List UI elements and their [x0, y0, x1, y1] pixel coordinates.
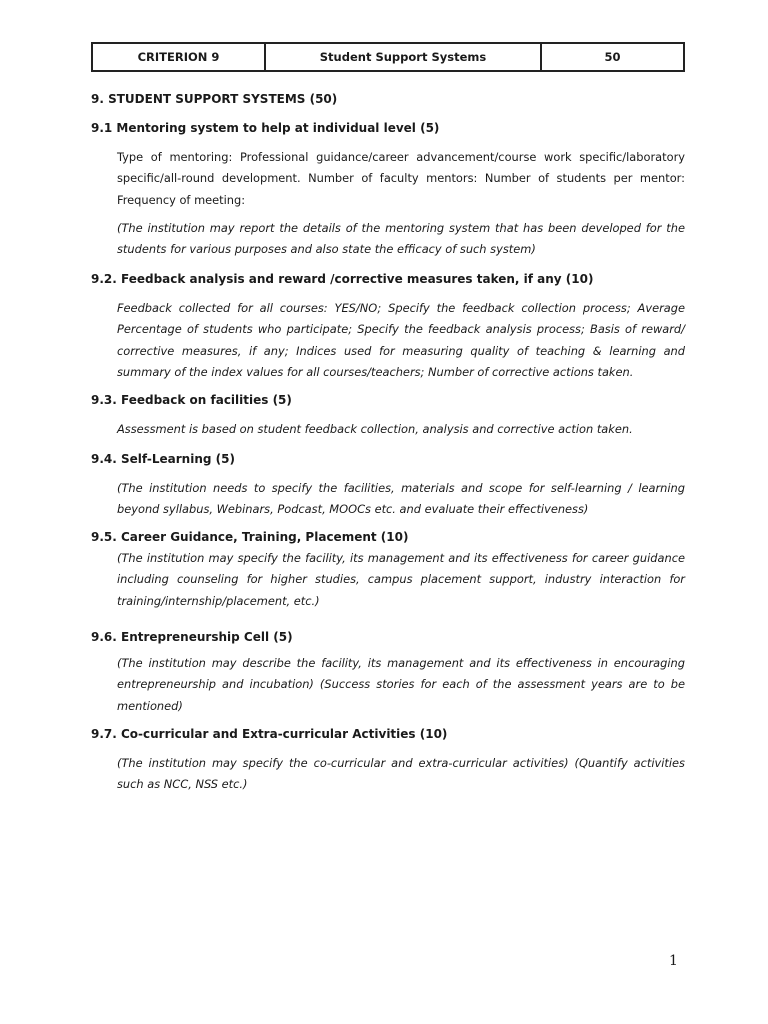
section-9-1-note: (The institution may report the details of the mentoring system that has been developed for the students for various purposes and also state the efficacy of such system)	[117, 221, 685, 257]
section-9-1-paragraph: Type of mentoring: Professional guidance/career advancement/course work specific/laboratory specific/all-round development. Number of faculty mentors: Number of students per mentor: Frequency of meeting:	[117, 150, 685, 207]
section-9-5-paragraph: (The institution may specify the facility, its management and its effectiveness for career guidance including counseling for higher studies, campus placement support, industry interaction for training/internship/placement, etc.)	[117, 551, 685, 608]
main-heading: 9. STUDENT SUPPORT SYSTEMS (50)	[91, 92, 338, 106]
section-heading-9-7: 9.7. Co-curricular and Extra-curricular Activities (10)	[91, 727, 448, 741]
page-number: 1	[669, 953, 678, 969]
section-9-3-paragraph: Assessment is based on student feedback collection, analysis and corrective action taken.	[117, 422, 633, 436]
criterion-header-table	[91, 42, 685, 72]
section-9-7-paragraph: (The institution may specify the co-curricular and extra-curricular activities) (Quantify activities such as NCC, NSS etc.)	[117, 756, 685, 792]
section-heading-9-6: 9.6. Entrepreneurship Cell (5)	[91, 630, 293, 644]
criterion-marks: 50	[604, 50, 621, 64]
section-heading-9-2: 9.2. Feedback analysis and reward /corrective measures taken, if any (10)	[91, 272, 594, 286]
section-heading-9-5: 9.5. Career Guidance, Training, Placement (10)	[91, 530, 409, 544]
section-heading-9-3: 9.3. Feedback on facilities (5)	[91, 393, 292, 407]
section-9-6-paragraph: (The institution may describe the facility, its management and its effectiveness in encouraging entrepreneurship and incubation) (Success stories for each of the assessment years are to be mentioned)	[117, 656, 685, 713]
section-heading-9-4: 9.4. Self-Learning (5)	[91, 452, 235, 466]
criterion-title: Student Support Systems	[266, 44, 542, 70]
section-heading-9-1: 9.1 Mentoring system to help at individual level (5)	[91, 121, 440, 135]
section-9-2-paragraph: Feedback collected for all courses: YES/NO; Specify the feedback collection process; Average Percentage of students who participate; Specify the feedback analysis process; Basis of reward/ corrective measures, if any; Indices used for measuring quality of teaching & learning and summary of the index values for all courses/teachers; Number of corrective actions taken.	[117, 301, 685, 380]
section-9-4-paragraph: (The institution needs to specify the facilities, materials and scope for self-learning / learning beyond syllabus, Webinars, Podcast, MOOCs etc. and evaluate their effectiveness)	[117, 481, 685, 517]
criterion-label: CRITERION 9	[93, 44, 266, 70]
